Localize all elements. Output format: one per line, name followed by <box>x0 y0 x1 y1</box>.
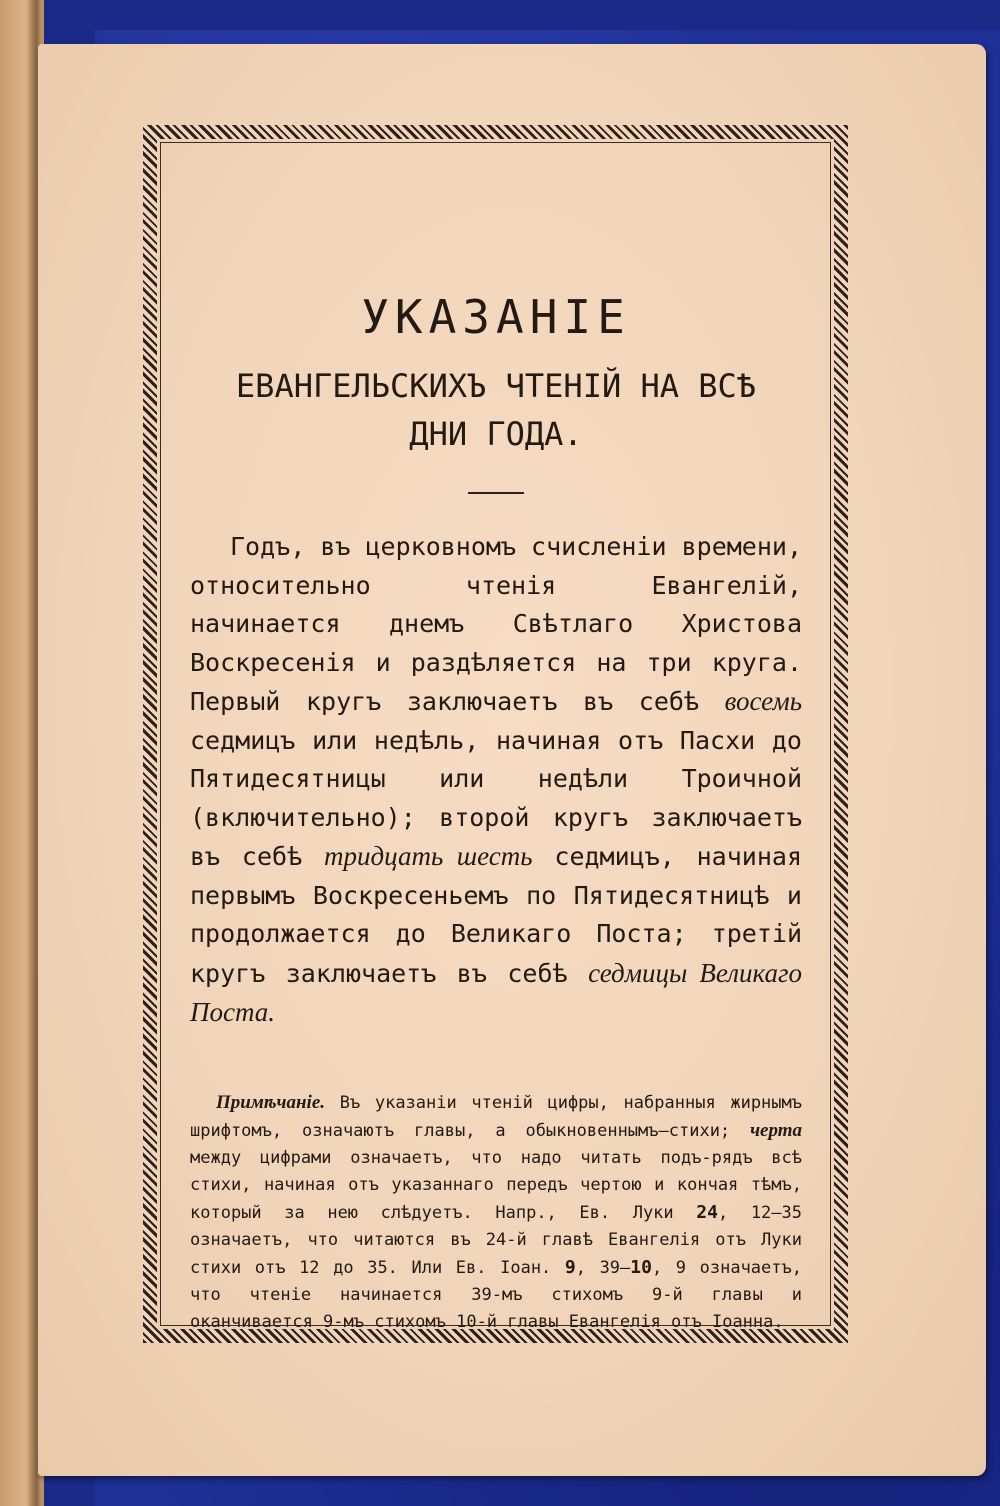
subtitle-line-2: ДНИ ГОДА. <box>409 415 583 453</box>
note-text-3: , 12—35 означаетъ, что читаются въ 24-й главѣ Евангелія отъ Луки стихи отъ 12 до 35. Или Ев. Іоан. <box>190 1202 802 1278</box>
note-bold-10: 10 <box>630 1256 652 1278</box>
title-divider <box>468 492 524 494</box>
paragraph-text-1: Годъ, въ церковномъ счисленіи времени, относительно чтенія Евангелій, начинается днемъ Свѣтлаго Христова Воскресенія и раздѣляется на три круга. Первый кругъ заключаетъ въ себѣ <box>190 532 802 716</box>
note-text-4: , 39— <box>575 1257 631 1278</box>
note-bold-9: 9 <box>564 1256 576 1278</box>
emphasis-great-lent: седмицы Великаго Поста. <box>190 957 802 1027</box>
paragraph-text-2: седмицъ или недѣль, начиная отъ Пасхи до Пятидесятницы или недѣли Троичной (включительно); второй кругъ заключаетъ въ себѣ <box>190 725 802 871</box>
note-bold-24: 24 <box>696 1201 718 1223</box>
page-title: УКАЗАНІЕ <box>361 290 631 344</box>
emphasis-eight: восемь <box>724 686 802 716</box>
note-lead: Примѣчаніе. <box>216 1091 326 1113</box>
emphasis-thirty-six: тридцать шесть <box>323 841 533 871</box>
note-text-1: Въ указаніи чтеній цифры, набранныя жирнымъ шрифтомъ, означаютъ главы, а обыкновеннымъ—стихи; <box>190 1092 802 1141</box>
main-paragraph <box>190 528 802 1033</box>
footnote <box>190 1089 802 1336</box>
subtitle-line-1: ЕВАНГЕЛЬСКИХЪ ЧТЕНІЙ НА ВСѢ <box>235 367 757 405</box>
paragraph-text-3: седмицъ, начиная первымъ Воскресеньемъ по Пятидесятницѣ и продолжается до Великаго Поста; третій кругъ заключаетъ въ себѣ <box>190 842 802 988</box>
note-emphasis: черта <box>750 1119 802 1141</box>
page-content <box>190 290 802 1336</box>
note-text-2: между цифрами означаетъ, что надо читать подъ-рядъ всѣ стихи, начиная отъ указаннаго передъ чертою и кончая тѣмъ, который за нею слѣдуетъ. Напр., Ев. Луки <box>190 1147 802 1223</box>
page-subtitle <box>190 362 802 458</box>
note-text-5: , 9 означаетъ, что чтеніе начинается 39-мъ стихомъ 9-й главы и оканчивается 9-мъ стихомъ 10-й главы Евангелія отъ Іоанна. <box>190 1257 802 1332</box>
